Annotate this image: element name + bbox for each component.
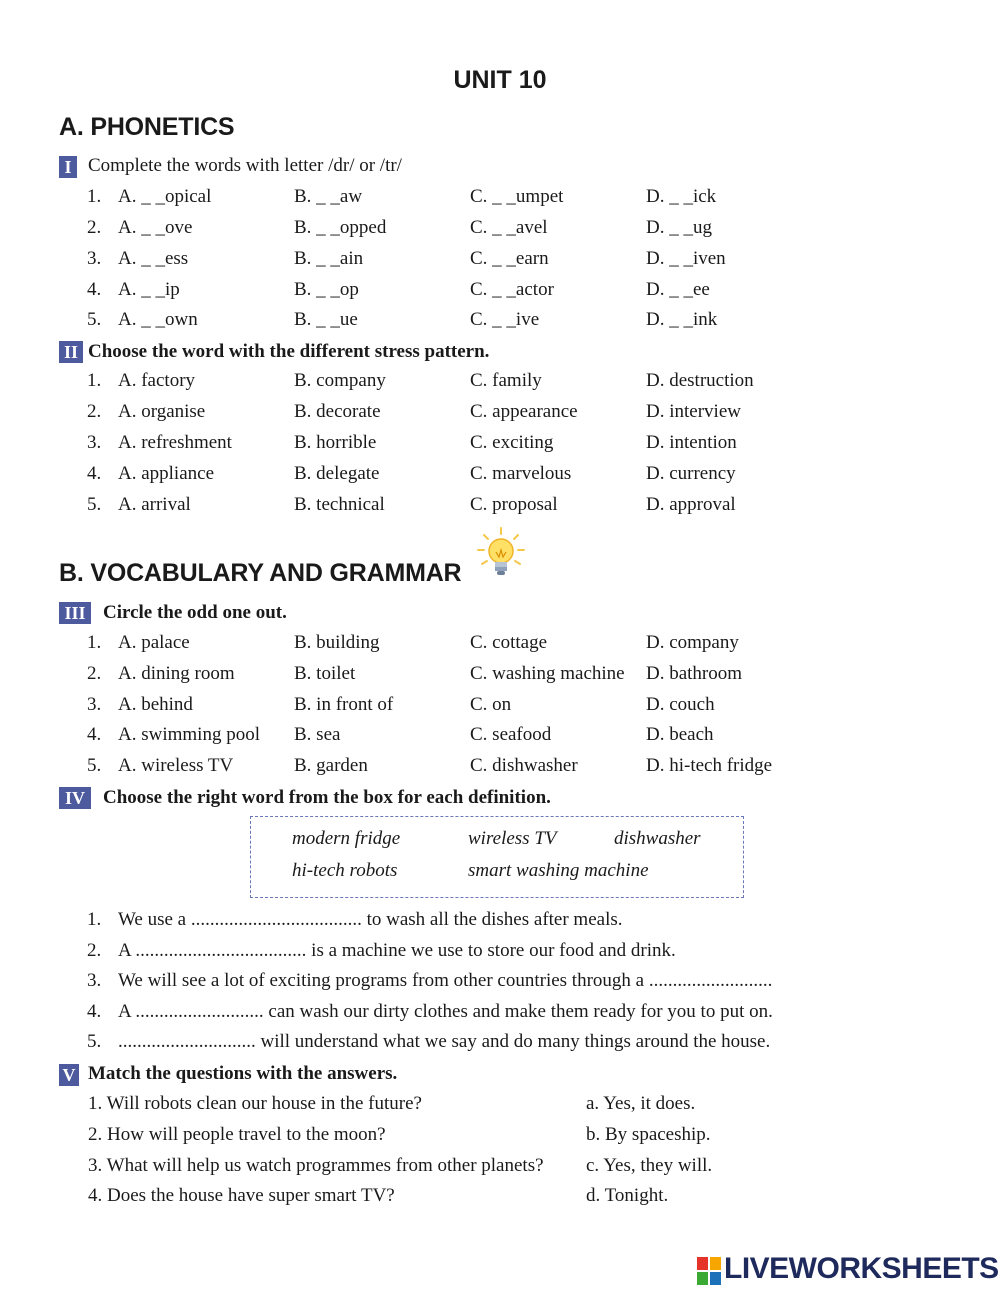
exercise-2-row xyxy=(0,432,1000,458)
exercise-3-row xyxy=(0,724,1000,750)
exercise-2-badge: II xyxy=(59,341,83,363)
match-question[interactable]: 3. What will help us watch programmes from other planets? xyxy=(88,1155,544,1176)
exercise-3-badge: III xyxy=(59,602,91,624)
item-number: 1. xyxy=(87,370,102,391)
option-b[interactable]: B. technical xyxy=(294,494,385,515)
option-b[interactable]: B. _ _aw xyxy=(294,186,363,207)
option-a[interactable]: A. dining room xyxy=(118,663,235,684)
option-c[interactable]: C. marvelous xyxy=(470,463,572,484)
item-number: 2. xyxy=(87,401,102,422)
option-b[interactable]: B. building xyxy=(294,632,380,653)
option-d[interactable]: D. couch xyxy=(646,694,715,715)
item-number: 3. xyxy=(87,694,102,715)
exercise-1-instruction: Complete the words with letter /dr/ or /tr/ xyxy=(88,155,402,176)
option-c[interactable]: C. dishwasher xyxy=(470,755,578,776)
exercise-1-row xyxy=(0,309,1000,335)
exercise-5-instruction: Match the questions with the answers. xyxy=(88,1063,398,1084)
option-a[interactable]: A. _ _own xyxy=(118,309,198,330)
exercise-2-instruction: Choose the word with the different stress pattern. xyxy=(88,341,490,362)
item-number: 4. xyxy=(87,463,102,484)
exercise-1-row xyxy=(0,279,1000,305)
exercise-1-row xyxy=(0,248,1000,274)
option-a[interactable]: A. _ _ove xyxy=(118,217,193,238)
option-d[interactable]: D. company xyxy=(646,632,739,653)
option-d[interactable]: D. beach xyxy=(646,724,714,745)
option-c[interactable]: C. exciting xyxy=(470,432,554,453)
match-answer[interactable]: c. Yes, they will. xyxy=(586,1155,713,1176)
item-text: We use a .................................... to wash all the dishes after meals. xyxy=(118,909,623,930)
option-c[interactable]: C. family xyxy=(470,370,542,391)
option-a[interactable]: A. _ _opical xyxy=(118,186,212,207)
option-a[interactable]: A. swimming pool xyxy=(118,724,260,745)
lightbulb-icon xyxy=(474,526,528,584)
option-d[interactable]: D. interview xyxy=(646,401,741,422)
option-b[interactable]: B. company xyxy=(294,370,386,391)
match-question[interactable]: 4. Does the house have super smart TV? xyxy=(88,1185,395,1206)
fill-in-item[interactable] xyxy=(87,970,773,992)
option-d[interactable]: D. _ _ink xyxy=(646,309,718,330)
option-c[interactable]: C. washing machine xyxy=(470,663,625,684)
option-b[interactable]: B. _ _ue xyxy=(294,309,358,330)
word-box-item[interactable]: smart washing machine xyxy=(468,860,649,881)
option-b[interactable]: B. _ _op xyxy=(294,279,359,300)
item-number: 2. xyxy=(87,940,102,961)
exercise-2-row xyxy=(0,494,1000,520)
exercise-4-instruction: Choose the right word from the box for each definition. xyxy=(103,787,551,808)
option-a[interactable]: A. appliance xyxy=(118,463,215,484)
option-d[interactable]: D. _ _iven xyxy=(646,248,726,269)
match-question[interactable]: 2. How will people travel to the moon? xyxy=(88,1124,386,1145)
exercise-3-row xyxy=(0,755,1000,781)
option-a[interactable]: A. wireless TV xyxy=(118,755,234,776)
option-c[interactable]: C. appearance xyxy=(470,401,578,422)
option-a[interactable]: A. factory xyxy=(118,370,196,391)
fill-in-item[interactable] xyxy=(87,940,676,962)
option-c[interactable]: C. _ _actor xyxy=(470,279,554,300)
option-d[interactable]: D. approval xyxy=(646,494,736,515)
exercise-4-badge: IV xyxy=(59,787,91,809)
item-text: ............................. will understand what we say and do many things around the house. xyxy=(118,1031,771,1052)
section-b-heading: B. VOCABULARY AND GRAMMAR xyxy=(59,559,462,587)
word-box xyxy=(250,816,744,898)
option-c[interactable]: C. seafood xyxy=(470,724,552,745)
item-number: 4. xyxy=(87,1001,102,1022)
option-d[interactable]: D. destruction xyxy=(646,370,754,391)
item-number: 3. xyxy=(87,970,102,991)
option-b[interactable]: B. in front of xyxy=(294,694,394,715)
option-c[interactable]: C. _ _avel xyxy=(470,217,548,238)
option-a[interactable]: A. _ _ip xyxy=(118,279,180,300)
option-a[interactable]: A. refreshment xyxy=(118,432,232,453)
option-b[interactable]: B. toilet xyxy=(294,663,356,684)
option-b[interactable]: B. sea xyxy=(294,724,341,745)
exercise-5-badge: V xyxy=(59,1064,79,1086)
option-d[interactable]: D. hi-tech fridge xyxy=(646,755,773,776)
option-b[interactable]: B. decorate xyxy=(294,401,381,422)
item-number: 3. xyxy=(87,248,102,269)
fill-in-item[interactable] xyxy=(87,1001,773,1023)
option-c[interactable]: C. _ _earn xyxy=(470,248,549,269)
item-number: 2. xyxy=(87,217,102,238)
exercise-3-row xyxy=(0,663,1000,689)
match-answer[interactable]: b. By spaceship. xyxy=(586,1124,711,1145)
option-d[interactable]: D. _ _ick xyxy=(646,186,717,207)
option-b[interactable]: B. horrible xyxy=(294,432,377,453)
word-box-item[interactable]: wireless TV xyxy=(468,828,557,849)
exercise-2-row xyxy=(0,370,1000,396)
exercise-2-row xyxy=(0,401,1000,427)
option-a[interactable]: A. _ _ess xyxy=(118,248,189,269)
exercise-3-row xyxy=(0,632,1000,658)
item-number: 1. xyxy=(87,632,102,653)
liveworksheets-logo-icon xyxy=(697,1257,721,1285)
exercise-3-row xyxy=(0,694,1000,720)
item-number: 5. xyxy=(87,309,102,330)
option-c[interactable]: C. on xyxy=(470,694,512,715)
option-c[interactable]: C. cottage xyxy=(470,632,548,653)
option-d[interactable]: D. intention xyxy=(646,432,737,453)
section-a-heading: A. PHONETICS xyxy=(59,113,235,141)
item-number: 4. xyxy=(87,279,102,300)
option-d[interactable]: D. _ _ug xyxy=(646,217,712,238)
item-text: A ........................... can wash our dirty clothes and make them ready for you to put on. xyxy=(118,1001,773,1022)
option-d[interactable]: D. currency xyxy=(646,463,736,484)
option-b[interactable]: B. garden xyxy=(294,755,368,776)
exercise-3-instruction: Circle the odd one out. xyxy=(103,602,287,623)
item-text: A .................................... is a machine we use to store our food and drink. xyxy=(118,940,676,961)
item-number: 1. xyxy=(87,909,102,930)
item-text: We will see a lot of exciting programs from other countries through a .......................... xyxy=(118,970,773,991)
option-b[interactable]: B. _ _ain xyxy=(294,248,364,269)
liveworksheets-logo[interactable]: LIVEWORKSHEETS xyxy=(724,1252,999,1285)
exercise-1-row xyxy=(0,217,1000,243)
word-box-item[interactable]: dishwasher xyxy=(614,828,701,849)
item-number: 5. xyxy=(87,755,102,776)
option-d[interactable]: D. _ _ee xyxy=(646,279,710,300)
item-number: 2. xyxy=(87,663,102,684)
option-d[interactable]: D. bathroom xyxy=(646,663,743,684)
option-c[interactable]: C. _ _ive xyxy=(470,309,540,330)
word-box-item[interactable]: hi-tech robots xyxy=(292,860,398,881)
item-number: 5. xyxy=(87,1031,102,1052)
match-answer[interactable]: d. Tonight. xyxy=(586,1185,669,1206)
match-question[interactable]: 1. Will robots clean our house in the future? xyxy=(88,1093,422,1114)
word-box-item[interactable]: modern fridge xyxy=(292,828,401,849)
item-number: 3. xyxy=(87,432,102,453)
fill-in-item[interactable] xyxy=(87,909,623,931)
option-b[interactable]: B. delegate xyxy=(294,463,380,484)
exercise-2-row xyxy=(0,463,1000,489)
page-title: UNIT 10 xyxy=(453,66,547,94)
item-number: 5. xyxy=(87,494,102,515)
fill-in-item[interactable] xyxy=(87,1031,771,1053)
exercise-1-badge: I xyxy=(59,156,77,178)
option-c[interactable]: C. _ _umpet xyxy=(470,186,564,207)
exercise-1-row xyxy=(0,186,1000,212)
option-a[interactable]: A. arrival xyxy=(118,494,191,515)
option-a[interactable]: A. organise xyxy=(118,401,206,422)
option-a[interactable]: A. behind xyxy=(118,694,193,715)
option-b[interactable]: B. _ _opped xyxy=(294,217,387,238)
item-number: 1. xyxy=(87,186,102,207)
match-answer[interactable]: a. Yes, it does. xyxy=(586,1093,696,1114)
option-a[interactable]: A. palace xyxy=(118,632,190,653)
option-c[interactable]: C. proposal xyxy=(470,494,558,515)
item-number: 4. xyxy=(87,724,102,745)
